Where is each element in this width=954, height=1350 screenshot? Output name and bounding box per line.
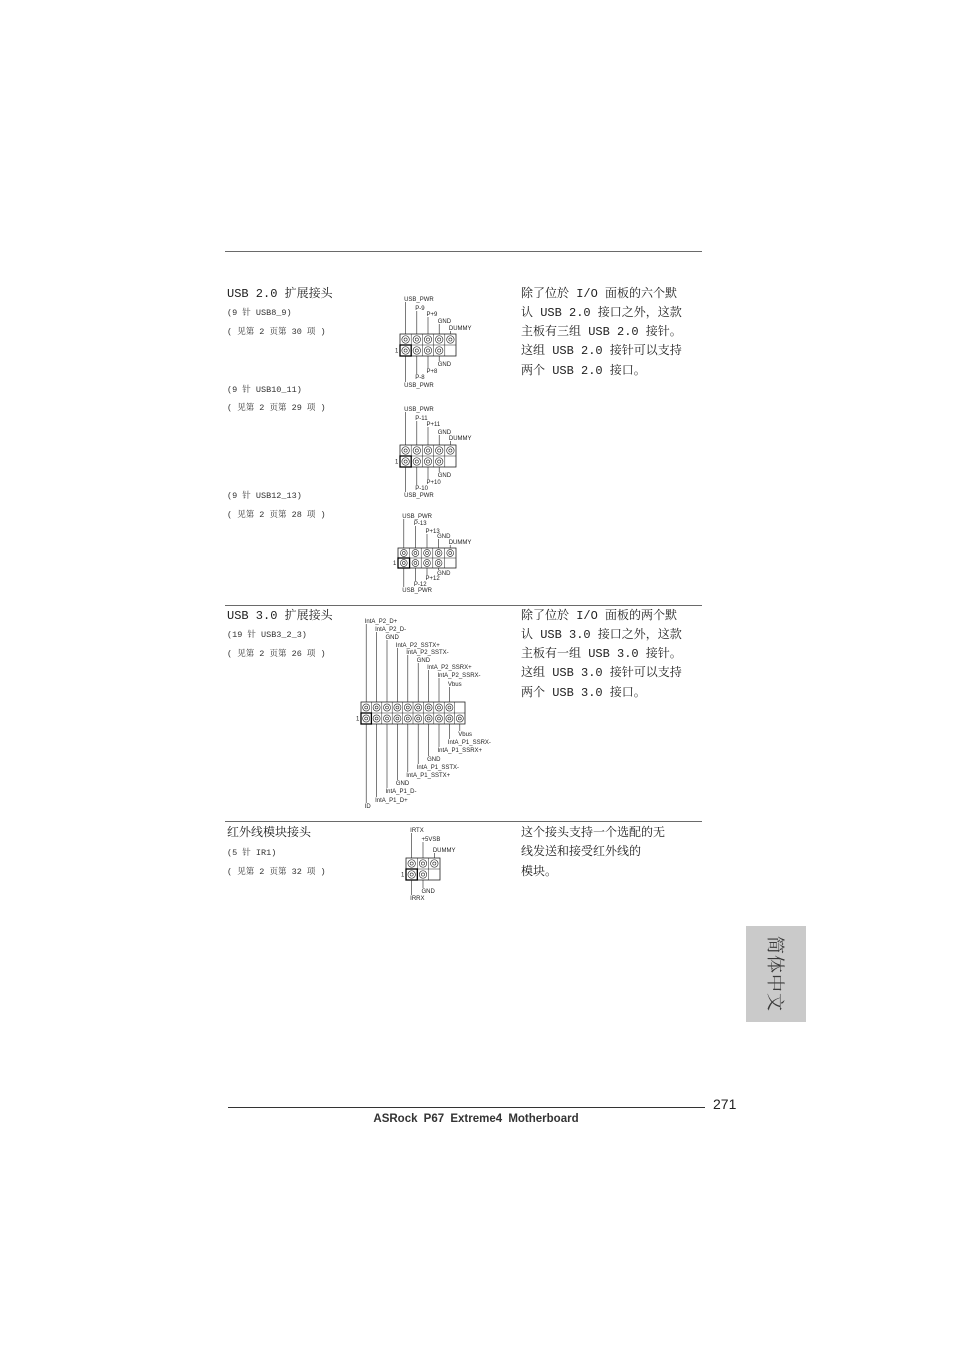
- pin-label: P-13: [413, 521, 427, 527]
- pin-label: P+10: [426, 480, 441, 486]
- description-line: 这组 USB 2.0 接针可以支持: [521, 344, 682, 359]
- usb12-13-header-diagram: [393, 514, 471, 594]
- ir1-header-diagram: [401, 828, 456, 902]
- pin-label: IRRX: [410, 896, 425, 902]
- header-pins-usb10-11: (9 针 USB10_11): [227, 385, 302, 395]
- pin-label: P-10: [415, 486, 428, 492]
- pin-label: GND: [385, 635, 399, 641]
- pin-label: ID: [364, 804, 371, 810]
- pin-label: GND: [427, 757, 441, 763]
- pin-label: GND: [437, 430, 452, 436]
- pin-label: IntA_P2_SSTX-: [406, 650, 449, 656]
- pin-label: Vbus: [447, 682, 462, 688]
- description-line: 主板有三组 USB 2.0 接针。: [521, 325, 682, 340]
- footer-product-name: ASRock P67 Extreme4 Motherboard: [373, 1113, 579, 1125]
- description-line: 除了位於 I/O 面板的六个默: [521, 286, 678, 301]
- pin-1-marker: 1: [395, 459, 399, 466]
- pin-label: P-11: [415, 416, 428, 422]
- pin-label: IntA_P1_SSTX-: [416, 765, 460, 771]
- pin-label: +5VSB: [421, 837, 441, 843]
- pin-label: Vbus: [458, 732, 472, 738]
- pin-label: IntA_P2_D+: [364, 619, 398, 625]
- description-line: 认 USB 3.0 接口之外，这款: [521, 627, 682, 642]
- description-line: 两个 USB 3.0 接口。: [521, 685, 646, 700]
- pin-label: IntA_P1_D+: [375, 798, 408, 804]
- section-title-usb3: USB 3.0 扩展接头: [227, 609, 333, 623]
- footer-divider: [228, 1107, 705, 1108]
- pin-label: IRTX: [410, 828, 424, 834]
- pin-label: P+13: [425, 529, 440, 535]
- header-reference-ir1: ( 见第 2 页第 32 项 ): [227, 867, 326, 877]
- pin-label: IntA_P1_D-: [385, 789, 417, 795]
- description-line: 两个 USB 2.0 接口。: [521, 363, 646, 378]
- pin-label: USB_PWR: [402, 514, 432, 520]
- header-reference-usb3-2-3: ( 见第 2 页第 26 项 ): [227, 649, 326, 659]
- language-tab-label: 简体中文: [764, 936, 785, 1012]
- header-pins-usb12-13: (9 针 USB12_13): [227, 491, 302, 501]
- pin-label: USB_PWR: [404, 493, 434, 499]
- pin-label: DUMMY: [432, 848, 456, 854]
- pin-1-marker: 1: [401, 872, 405, 879]
- pin-label: GND: [437, 473, 452, 479]
- pin-label: GND: [421, 889, 435, 895]
- pin-1-marker: 1: [356, 716, 360, 723]
- pin-label: GND: [395, 781, 410, 787]
- pin-label: DUMMY: [448, 326, 472, 332]
- pin-label: GND: [437, 571, 451, 577]
- pin-label: DUMMY: [448, 436, 472, 442]
- description-line: 除了位於 I/O 面板的两个默: [521, 608, 678, 623]
- pin-1-marker: 1: [393, 561, 397, 567]
- description-line: 认 USB 2.0 接口之外，这款: [521, 305, 682, 320]
- description-line: 线发送和接受红外线的: [521, 845, 642, 859]
- description-line: 这个接头支持一个选配的无: [521, 825, 666, 840]
- header-reference-usb8-9: ( 见第 2 页第 30 项 ): [227, 327, 326, 337]
- pin-label: P+9: [426, 312, 438, 318]
- pin-label: IntA_P2_SSRX+: [427, 665, 472, 671]
- header-reference-usb12-13: ( 见第 2 页第 28 项 ): [227, 510, 326, 520]
- pin-label: P-8: [415, 375, 425, 381]
- pin-label: DUMMY: [448, 540, 472, 546]
- section-title-usb2: USB 2.0 扩展接头: [227, 287, 333, 301]
- pin-label: IntA_P2_SSTX+: [395, 643, 440, 649]
- header-reference-usb10-11: ( 见第 2 页第 29 项 ): [227, 403, 326, 413]
- description-line: 模块。: [521, 864, 558, 879]
- pin-label: P-12: [413, 582, 427, 588]
- pin-label: IntA_P1_SSRX-: [447, 740, 491, 746]
- pin-label: IntA_P2_SSRX-: [437, 673, 481, 679]
- pin-label: USB_PWR: [402, 588, 432, 594]
- pin-label: GND: [437, 362, 452, 368]
- header-pins-ir1: (5 针 IR1): [227, 848, 277, 858]
- section-title-ir: 红外线模块接头: [227, 826, 312, 840]
- pin-label: IntA_P2_D-: [375, 627, 407, 633]
- usb8-9-header-diagram: [395, 297, 472, 389]
- description-line: 主板有一组 USB 3.0 接针。: [521, 647, 682, 662]
- description-line: 这组 USB 3.0 接针可以支持: [521, 666, 682, 681]
- language-tab: [746, 926, 806, 1022]
- header-pins-usb8-9: (9 针 USB8_9): [227, 308, 292, 318]
- pin-label: GND: [437, 534, 451, 540]
- page-number: 271: [713, 1096, 737, 1112]
- pin-label: GND: [416, 658, 431, 664]
- header-pins-usb3-2-3: (19 针 USB3_2_3): [227, 630, 307, 640]
- pin-label: USB_PWR: [404, 407, 434, 413]
- pin-label: P+11: [426, 422, 441, 428]
- pin-label: USB_PWR: [404, 383, 434, 389]
- pin-label: IntA_P1_SSRX+: [437, 748, 483, 754]
- pin-label: P+8: [426, 369, 438, 375]
- pin-label: IntA_P1_SSTX+: [406, 773, 451, 779]
- pin-label: GND: [437, 319, 452, 325]
- usb10-11-header-diagram: [395, 407, 472, 499]
- pin-1-marker: 1: [395, 348, 399, 355]
- pin-label: P-9: [415, 306, 425, 312]
- pin-label: USB_PWR: [404, 297, 434, 303]
- usb3-2-3-header-diagram: [356, 619, 491, 810]
- pin-label: P+12: [425, 576, 440, 582]
